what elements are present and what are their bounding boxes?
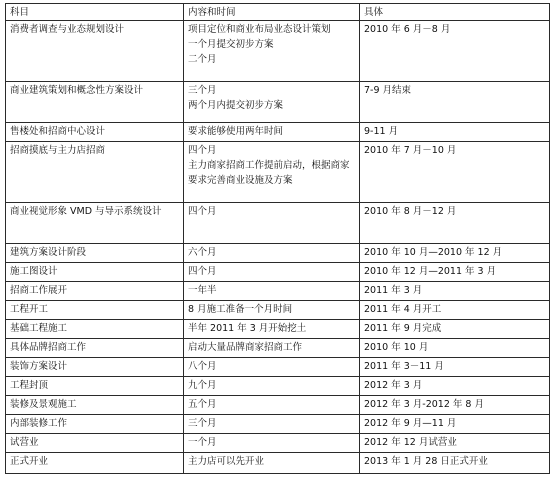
cell-text-line: 2011 年 3－11 月 [364,361,444,372]
detail-cell [360,453,550,474]
cell-text-line: 一个月 [188,437,217,448]
content-cell [184,339,360,358]
cell-text-line: 招商摸底与主力店招商 [10,145,106,156]
detail-cell [360,244,550,263]
cell-text-line: 基础工程施工 [10,323,68,334]
subject-cell [6,244,184,263]
cell-text-line: 项目定位和商业布局业态设计策划 [188,24,331,35]
table-row [6,415,550,434]
table-row [6,142,550,203]
table-header-row [6,4,550,21]
header-content-label: 内容和时间 [188,7,236,18]
detail-cell [360,434,550,453]
cell-text-line: 试营业 [10,437,39,448]
detail-cell [360,282,550,301]
table-row [6,320,550,339]
cell-text-line: 建筑方案设计阶段 [10,247,87,258]
content-cell [184,203,360,244]
content-cell [184,282,360,301]
cell-text-line: 2011 年 9 月完成 [364,323,442,334]
table-row [6,358,550,377]
content-cell [184,123,360,142]
subject-cell [6,358,184,377]
table-row [6,203,550,244]
cell-text-line: 施工图设计 [10,266,58,277]
header-subject-label: 科目 [10,7,30,18]
table-row [6,21,550,82]
cell-text-line: 2011 年 3 月 [364,285,423,296]
subject-cell [6,453,184,474]
content-cell [184,82,360,123]
cell-text-line: 8 月施工准备一个月时间 [188,304,293,315]
subject-cell [6,396,184,415]
table-row [6,434,550,453]
cell-text-line: 九个月 [188,380,217,391]
content-cell [184,320,360,339]
detail-cell [360,415,550,434]
subject-cell [6,377,184,396]
content-cell [184,301,360,320]
cell-text-line: 三个月 [188,85,217,96]
cell-text-line: 装饰方案设计 [10,361,68,372]
cell-text-line: 2011 年 4 月开工 [364,304,442,315]
detail-cell [360,203,550,244]
content-cell [184,396,360,415]
cell-text-line: 2013 年 1 月 28 日正式开业 [364,456,488,467]
table-row [6,339,550,358]
table-row [6,82,550,123]
subject-cell [6,282,184,301]
header-cell-subject [6,4,184,21]
cell-text-line: 正式开业 [10,456,49,467]
table-row [6,396,550,415]
header-detail-label: 具体 [364,7,384,18]
cell-text-line: 2010 年 10 月—2010 年 12 月 [364,247,503,258]
header-cell-content [184,4,360,21]
cell-text-line: 内部装修工作 [10,418,68,429]
content-cell [184,453,360,474]
cell-text-line: 一个月提交初步方案 [188,39,274,50]
cell-text-line: 2012 年 9 月—11 月 [364,418,457,429]
schedule-table [5,3,550,474]
cell-text-line: 两个月内提交初步方案 [188,100,284,111]
detail-cell [360,82,550,123]
content-cell [184,263,360,282]
cell-text-line: 半年 2011 年 3 月开始挖土 [188,323,307,334]
cell-text-line: 装修及景观施工 [10,399,77,410]
cell-text-line: 2010 年 12 月—2011 年 3 月 [364,266,497,277]
cell-text-line: 五个月 [188,399,217,410]
table-row [6,453,550,474]
cell-text-line: 具体品牌招商工作 [10,342,87,353]
detail-cell [360,396,550,415]
cell-text-line: 二个月 [188,54,217,65]
detail-cell [360,339,550,358]
cell-text-line: 2012 年 3 月-2012 年 8 月 [364,399,484,410]
detail-cell [360,21,550,82]
schedule-document [5,3,549,474]
detail-cell [360,320,550,339]
content-cell [184,21,360,82]
content-cell [184,434,360,453]
subject-cell [6,415,184,434]
table-row [6,301,550,320]
content-cell [184,142,360,203]
subject-cell [6,142,184,203]
cell-text-line: 招商工作展开 [10,285,68,296]
content-cell [184,415,360,434]
cell-text-line: 工程开工 [10,304,49,315]
subject-cell [6,82,184,123]
detail-cell [360,142,550,203]
cell-text-line: 7-9 月结束 [364,85,412,96]
table-row [6,282,550,301]
cell-text-line: 四个月 [188,266,217,277]
cell-text-line: 售楼处和招商中心设计 [10,126,106,137]
subject-cell [6,21,184,82]
header-cell-detail [360,4,550,21]
cell-text-line: 主力商家招商工作提前启动，根据商家要求完善商业设施及方案 [188,160,350,186]
cell-text-line: 四个月 [188,206,217,217]
cell-text-line: 2010 年 6 月－8 月 [364,24,451,35]
subject-cell [6,434,184,453]
table-row [6,123,550,142]
subject-cell [6,339,184,358]
table-row [6,263,550,282]
cell-text-line: 2012 年 3 月 [364,380,423,391]
subject-cell [6,203,184,244]
content-cell [184,244,360,263]
cell-text-line: 2010 年 7 月－10 月 [364,145,457,156]
cell-text-line: 主力店可以先开业 [188,456,265,467]
content-cell [184,358,360,377]
cell-text-line: 消费者调查与业态规划设计 [10,24,125,35]
cell-text-line: 六个月 [188,247,217,258]
detail-cell [360,123,550,142]
cell-text-line: 商业建筑策划和概念性方案设计 [10,85,144,96]
cell-text-line: 八个月 [188,361,217,372]
cell-text-line: 2012 年 12 月试营业 [364,437,457,448]
cell-text-line: 商业视觉形象 VMD 与导示系统设计 [10,206,162,217]
cell-text-line: 2010 年 8 月－12 月 [364,206,457,217]
detail-cell [360,301,550,320]
cell-text-line: 2010 年 10 月 [364,342,429,353]
cell-text-line: 一年半 [188,285,217,296]
detail-cell [360,263,550,282]
subject-cell [6,301,184,320]
subject-cell [6,123,184,142]
table-row [6,377,550,396]
table-row [6,244,550,263]
subject-cell [6,320,184,339]
detail-cell [360,358,550,377]
cell-text-line: 四个月 [188,145,217,156]
detail-cell [360,377,550,396]
cell-text-line: 启动大量品牌商家招商工作 [188,342,303,353]
cell-text-line: 三个月 [188,418,217,429]
content-cell [184,377,360,396]
cell-text-line: 9-11 月 [364,126,399,137]
cell-text-line: 工程封顶 [10,380,49,391]
subject-cell [6,263,184,282]
cell-text-line: 要求能够使用两年时间 [188,126,284,137]
